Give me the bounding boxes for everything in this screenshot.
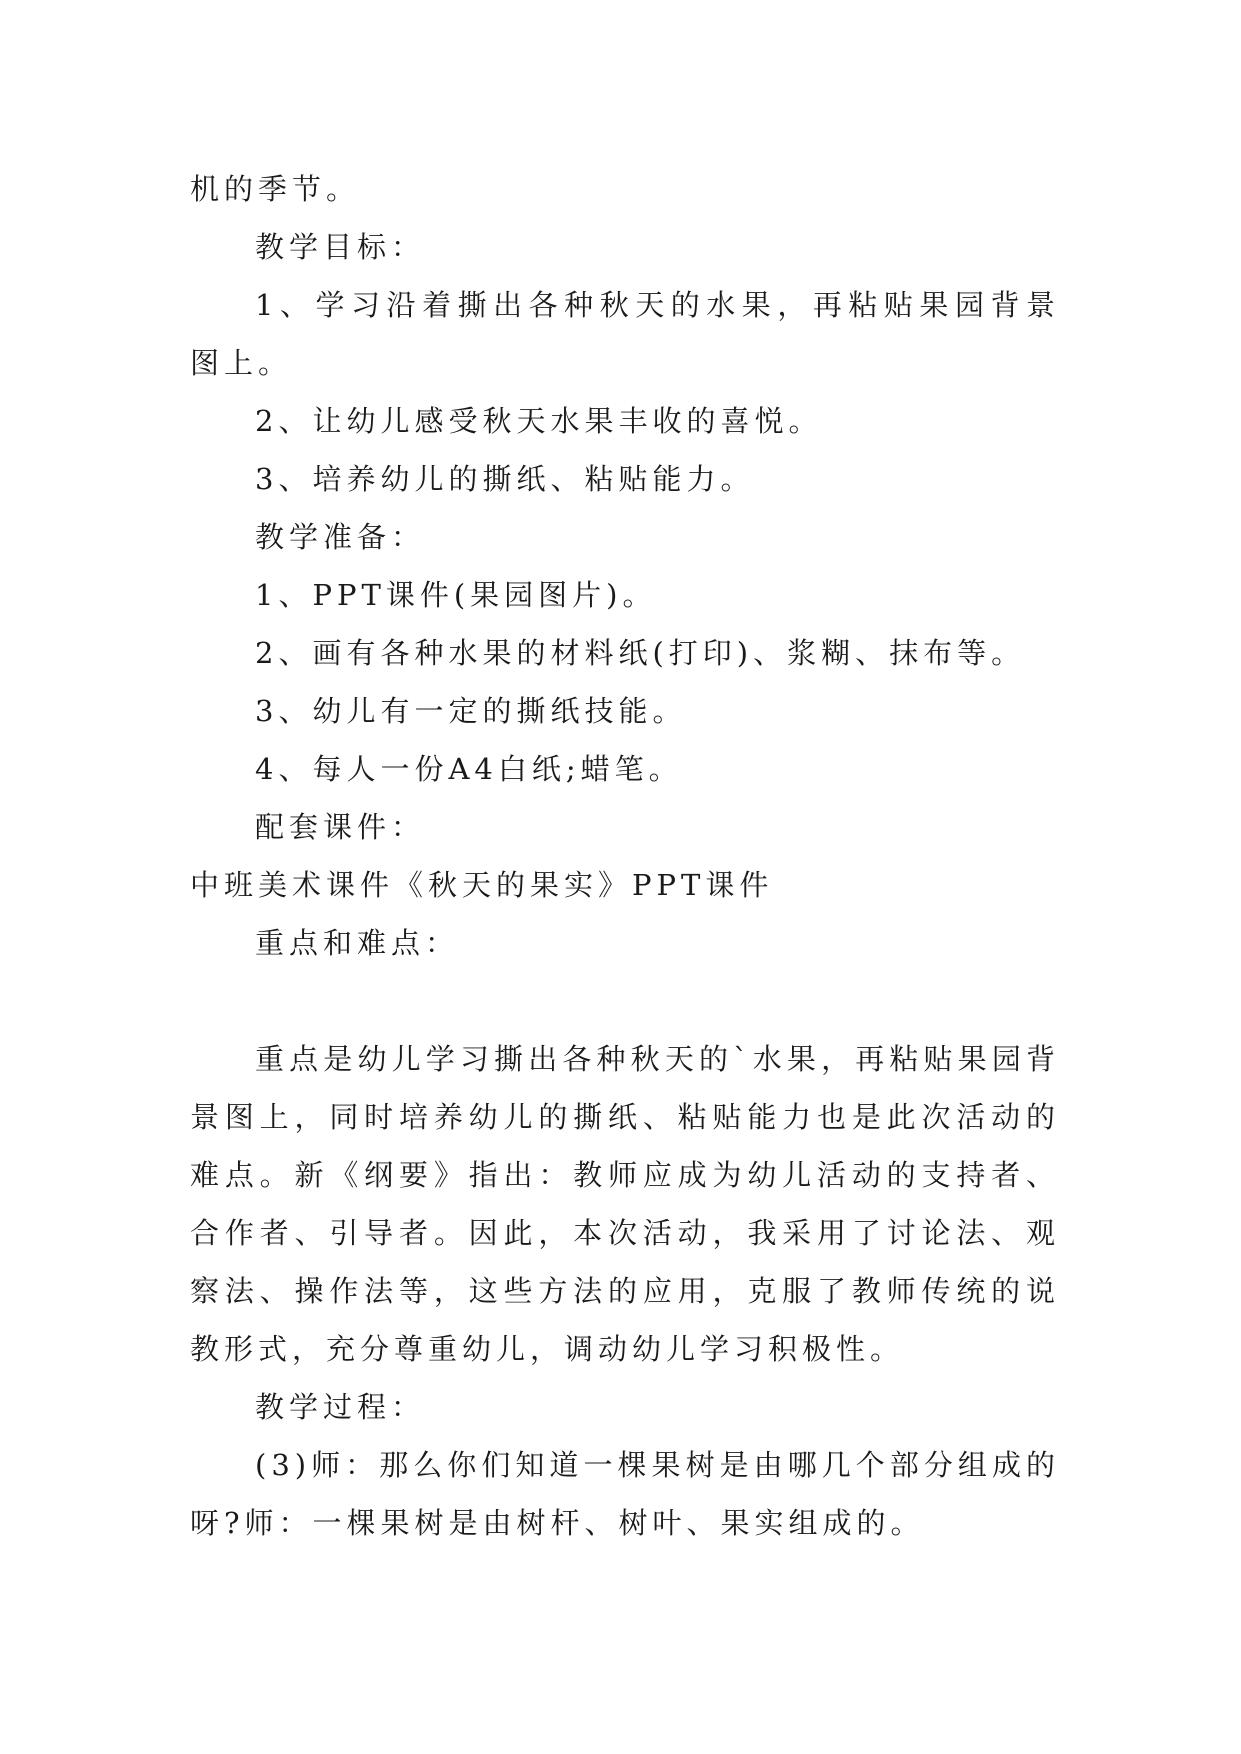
- section-heading-courseware: 配套课件：: [255, 810, 426, 844]
- section-heading-preparation: 教学准备：: [255, 520, 426, 554]
- paragraph: 3、培养幼儿的撕纸、粘贴能力。: [255, 462, 755, 496]
- paragraph: 4、每人一份A4白纸;蜡笔。: [255, 752, 683, 786]
- paragraph: 1、学习沿着撕出各种秋天的水果，再粘贴果园背景图上。: [190, 288, 1060, 380]
- section-heading-goals: 教学目标：: [255, 230, 426, 264]
- paragraph: 3、幼儿有一定的撕纸技能。: [255, 694, 687, 728]
- paragraph: 重点是幼儿学习撕出各种秋天的`水果，再粘贴果园背景图上，同时培养幼儿的撕纸、粘贴能力也是此次活动的难点。新《纲要》指出：教师应成为幼儿活动的支持者、合作者、引导者。因此，本次活动，我采用了讨论法、观察法、操作法等，这些方法的应用，克服了教师传统的说教形式，充分尊重幼儿，调动幼儿学习积极性。: [190, 1042, 1060, 1366]
- blank-line: [190, 972, 1060, 1030]
- paragraph: 1、PPT课件(果园图片)。: [255, 578, 657, 612]
- paragraph: 2、画有各种水果的材料纸(打印)、浆糊、抹布等。: [255, 636, 1026, 670]
- section-heading-key-points: 重点和难点：: [255, 926, 460, 960]
- paragraph: (3)师：那么你们知道一棵果树是由哪几个部分组成的呀?师：一棵果树是由树杆、树叶、果实组成的。: [190, 1448, 1060, 1540]
- section-heading-process: 教学过程：: [255, 1390, 426, 1424]
- paragraph: 2、让幼儿感受秋天水果丰收的喜悦。: [255, 404, 823, 438]
- document-body: [190, 160, 1060, 1552]
- paragraph: 机的季节。: [190, 172, 361, 206]
- paragraph: 中班美术课件《秋天的果实》PPT课件: [190, 868, 774, 902]
